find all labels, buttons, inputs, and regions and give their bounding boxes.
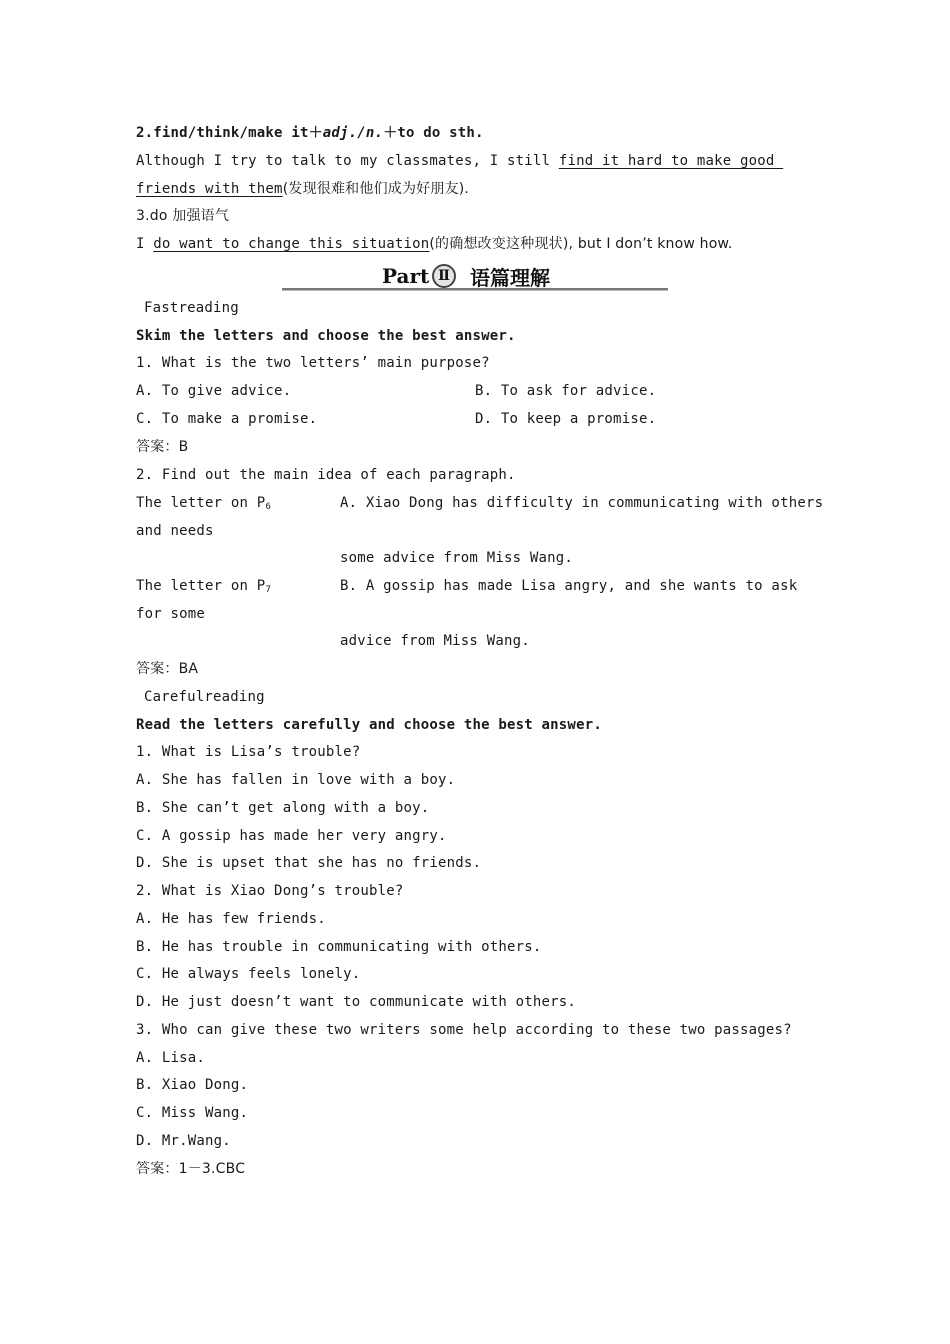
- careful-reading-heading: Carefulreading: [144, 689, 265, 705]
- fast-q1-question: 1. What is the two letters’ main purpose?: [136, 355, 490, 371]
- fast-q2-row2-wrap: for some: [136, 606, 206, 622]
- fast-q2-answer: 答案：BA: [136, 661, 199, 677]
- careful-q3-option-a: A. Lisa.: [136, 1050, 206, 1066]
- grammar-item-3-title: 3.do 加强语气: [136, 208, 230, 224]
- grammar-item-2-example-line2: [136, 179, 469, 199]
- fast-q1-option-a: A. To give advice.: [136, 383, 292, 399]
- example-plain-text: I: [136, 236, 154, 252]
- careful-q2-option-d: D. He just doesn’t want to communicate with others.: [136, 994, 577, 1010]
- example-underlined-text: friends with them: [136, 181, 283, 197]
- fast-q2-row1-label: [136, 493, 271, 517]
- part-number-badge: Ⅱ: [432, 264, 456, 288]
- careful-q1-option-d: D. She is upset that she has no friends.: [136, 855, 482, 871]
- fast-q1-option-c: C. To make a promise.: [136, 411, 318, 427]
- careful-answer: 答案：1－3.CBC: [136, 1161, 246, 1177]
- page-subscript: 6: [265, 502, 272, 512]
- fast-q2-row2-cont: advice from Miss Wang.: [340, 633, 530, 649]
- careful-q2-option-c: C. He always feels lonely.: [136, 966, 361, 982]
- careful-q2-option-b: B. He has trouble in communicating with others.: [136, 939, 542, 955]
- fast-q2-row1-cont: some advice from Miss Wang.: [340, 550, 573, 566]
- grammar-item-3-example: [136, 234, 733, 254]
- fast-q1-option-b: B. To ask for advice.: [475, 383, 657, 399]
- example-underlined-text: find it hard to make good: [558, 153, 784, 169]
- careful-q1-option-a: A. She has fallen in love with a boy.: [136, 772, 456, 788]
- grammar-item-2-example-line1: [136, 151, 783, 171]
- example-translation: (发现很难和他们成为好朋友).: [282, 181, 470, 197]
- part-title: 语篇理解: [470, 266, 550, 290]
- part-word: Part: [382, 264, 430, 288]
- fast-q1-answer: 答案：B: [136, 439, 189, 455]
- fast-q2-row1-text: A. Xiao Dong has difficulty in communicating with others: [340, 495, 824, 511]
- row-label: The letter on P: [136, 578, 266, 594]
- example-underlined-text: do want to change this situation: [153, 236, 430, 252]
- careful-q2-option-a: A. He has few friends.: [136, 911, 326, 927]
- careful-q3-question: 3. Who can give these two writers some help according to these two passages?: [136, 1022, 792, 1038]
- fast-q2-row2-label: [136, 576, 271, 600]
- page-subscript: 7: [265, 585, 272, 595]
- careful-q3-option-c: C. Miss Wang.: [136, 1105, 249, 1121]
- careful-q3-option-d: D. Mr.Wang.: [136, 1133, 231, 1149]
- fast-reading-heading: Fastreading: [144, 300, 239, 316]
- careful-q1-option-c: C. A gossip has made her very angry.: [136, 828, 447, 844]
- grammar-item-2-title: [136, 123, 484, 143]
- careful-q1-question: 1. What is Lisa’s trouble?: [136, 744, 361, 760]
- example-translation: (的确想改变这种现状), but I don’t know how.: [429, 236, 733, 252]
- part-header: [282, 258, 668, 292]
- careful-q3-option-b: B. Xiao Dong.: [136, 1077, 249, 1093]
- row-label: The letter on P: [136, 495, 266, 511]
- fast-q2-row1-wrap: and needs: [136, 523, 214, 539]
- careful-reading-instruction: Read the letters carefully and choose the best answer.: [136, 717, 602, 733]
- careful-q2-question: 2. What is Xiao Dong’s trouble?: [136, 883, 404, 899]
- fast-q2-question: 2. Find out the main idea of each paragraph.: [136, 467, 516, 483]
- fast-q1-option-d: D. To keep a promise.: [475, 411, 657, 427]
- grammar-item-2-suffix: ＋to do sth.: [383, 125, 484, 141]
- fast-reading-instruction: Skim the letters and choose the best answer.: [136, 328, 516, 344]
- careful-q1-option-b: B. She can’t get along with a boy.: [136, 800, 430, 816]
- example-plain-text: Although I try to talk to my classmates, I still: [136, 153, 559, 169]
- grammar-item-2-prefix: 2.find/think/make it＋: [136, 125, 323, 141]
- fast-q2-row2-text: B. A gossip has made Lisa angry, and she wants to ask: [340, 578, 798, 594]
- grammar-item-2-italic: adj./n.: [322, 125, 384, 141]
